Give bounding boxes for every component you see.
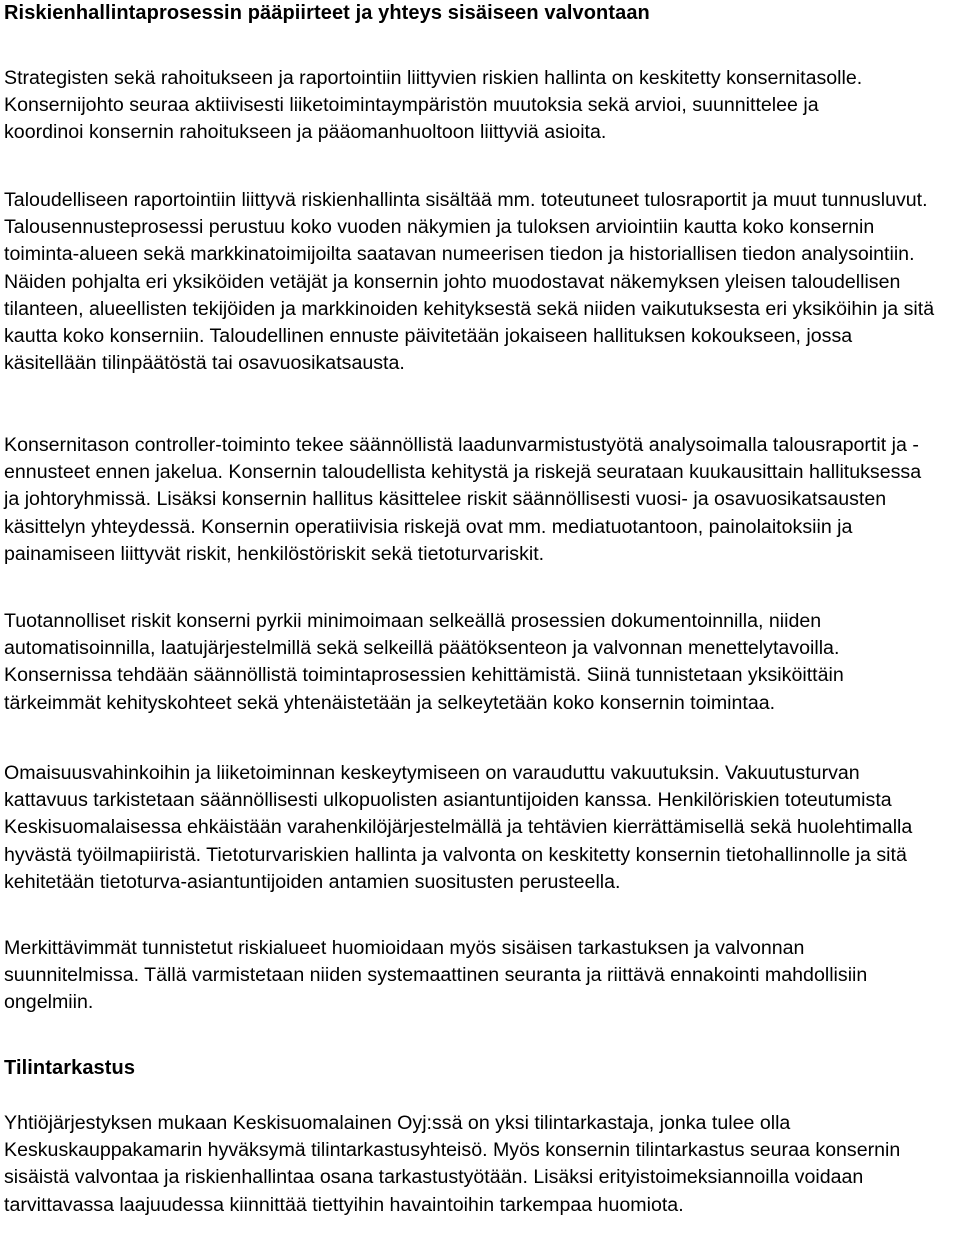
paragraph-strategic-risks: Strategisten sekä rahoitukseen ja raportointiin liittyvien riskien hallinta on keskitetty konsernitasolle. Konsernijohto seuraa aktiivisesti liiketoimintaympäristön muutoksia sekä arvioi, suunnittelee ja koordinoi konsernin rahoitukseen ja pääomanhuoltoon liittyviä asioita. — [4, 67, 863, 144]
paragraph-internal-audit: Merkittävimmät tunnistetut riskialueet huomioidaan myös sisäisen tarkastuksen ja valvonnan suunnitelmissa. Tällä varmistetaan niiden systemaattinen seuranta ja riittävä ennakointi mahdollisiin ongelmiin. — [4, 937, 868, 1014]
paragraph-production-risks: Tuotannolliset riskit konserni pyrkii minimoimaan selkeällä prosessien dokumentoinnilla, niiden automatisoinnilla, laatujärjestelmillä sekä selkeillä päätöksenteon ja valvonnan menettelytavoilla. Konsernissa tehdään säännöllistä toimintaprosessien kehittämistä. Siinä tunnistetaan yksiköittäin tärkeimmät kehityskohteet sekä yhtenäistetään ja selkeytetään koko konsernin toimintaa. — [4, 610, 844, 714]
paragraph-auditor: Yhtiöjärjestyksen mukaan Keskisuomalainen Oyj:ssä on yksi tilintarkastaja, jonka tulee olla Keskuskauppakamarin hyväksymä tilintarkastusyhteisö. Myös konsernin tilintarkastus seuraa konsernin sisäistä valvontaa ja riskienhallintaa osana tarkastustyötään. Lisäksi erityistoimeksiannoilla voidaan tarvittavassa laajuudessa kiinnittää tiettyihin havaintoihin tarkempaa huomiota. — [4, 1112, 901, 1216]
paragraph-insurance: Omaisuusvahinkoihin ja liiketoiminnan keskeytymiseen on varauduttu vakuutuksin. Vakuutusturvan kattavuus tarkistetaan säännöllisesti ulkopuolisten asiantuntijoiden kanssa. Henkilöriskien toteutumista Keskisuomalaisessa ehkäistään varahenkilöjärjestelmällä ja tehtävien kierrättämisellä sekä huolehtimalla hyvästä työilmapiiristä. Tietoturvariskien hallinta ja valvonta on keskitetty konsernin tietohallinnolle ja sitä kehitetään tietoturva-asiantuntijoiden antamien suositusten perusteella. — [4, 762, 913, 893]
section-heading-audit: Tilintarkastus — [4, 1057, 136, 1079]
paragraph-controller-function: Konsernitason controller-toiminto tekee säännöllistä laadunvarmistustyötä analysoimalla talousraportit ja -ennusteet ennen jakelua. Konsernin taloudellista kehitystä ja riskejä seurataan kuukausittain hallituksessa ja johtoryhmissä. Lisäksi konsernin hallitus käsittelee riskit säännöllisesti vuosi- ja osavuosikatsausten käsittelyn yhteydessä. Konsernin operatiivisia riskejä ovat mm. mediatuotantoon, painolaitoksiin ja painamiseen liittyvät riskit, henkilöstöriskit sekä tietoturvariskit. — [4, 434, 922, 565]
paragraph-financial-reporting: Taloudelliseen raportointiin liittyvä riskienhallinta sisältää mm. toteutuneet tulosraportit ja muut tunnusluvut. Talousennusteprosessi perustuu koko vuoden näkymien ja tuloksen arviointiin kautta koko konsernin toiminta-alueen sekä markkinatoimijoilta saatavan numeerisen tiedon ja historiallisen tiedon analysointiin. Näiden pohjalta eri yksiköiden vetäjät ja konsernin johto muodostavat näkemyksen yleisen taloudellisen tilanteen, alueellisten tekijöiden ja markkinoiden kehityksestä sekä niiden vaikutuksesta eri yksiköihin ja sitä kautta koko konserniin. Taloudellinen ennuste päivitetään jokaiseen hallituksen kokoukseen, jossa käsitellään tilinpäätöstä tai osavuosikatsausta. — [4, 189, 935, 375]
section-heading-risk-management: Riskienhallintaprosessin pääpiirteet ja yhteys sisäiseen valvontaan — [4, 2, 650, 24]
